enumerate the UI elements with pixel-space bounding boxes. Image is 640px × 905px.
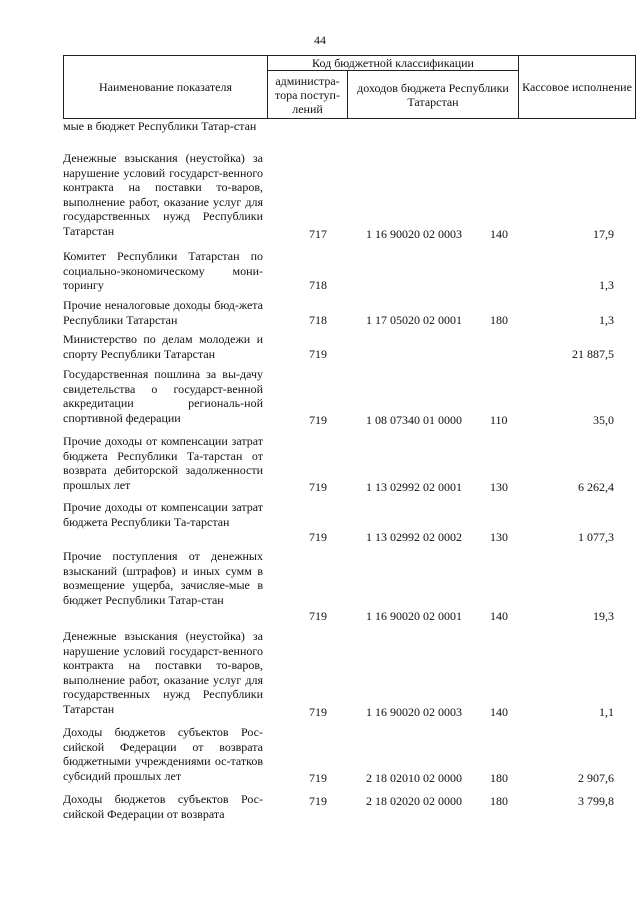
header-cash-text: Кассовое исполнение (522, 80, 632, 94)
header-cash (519, 56, 635, 118)
table-row (0, 332, 640, 361)
row-code: 1 17 05020 02 0001 (366, 313, 462, 327)
row-type: 180 (490, 313, 508, 327)
row-amount: 21 887,5 (572, 347, 614, 361)
row-admin: 719 (309, 480, 327, 494)
row-name: Прочие доходы от компенсации затрат бюджета Республики Та-тарстан от возврата дебиторской задолженности прошлых лет (63, 434, 263, 492)
header-name: Наименование показателя (64, 56, 268, 118)
table-row (0, 549, 640, 623)
row-type: 180 (490, 794, 508, 808)
header-income (348, 71, 519, 118)
row-amount: 19,3 (593, 609, 614, 623)
header-code-group: Код бюджетной классификации (268, 56, 519, 71)
row-amount: 1,3 (599, 313, 614, 327)
row-type: 110 (490, 413, 508, 427)
row-amount: 6 262,4 (578, 480, 614, 494)
row-type: 140 (490, 609, 508, 623)
row-admin: 719 (309, 413, 327, 427)
row-name: Прочие доходы от компенсации затрат бюджета Республики Та-тарстан (63, 500, 263, 529)
row-amount: 1,1 (599, 705, 614, 719)
row-code: 2 18 02020 02 0000 (366, 794, 462, 808)
row-admin: 719 (309, 771, 327, 785)
row-name: Комитет Республики Татарстан по социально-экономическому мони-торингу (63, 249, 263, 293)
table-row (0, 367, 640, 427)
header-admin-text: администра-тора поступ-лений (275, 73, 340, 116)
row-code: 1 16 90020 02 0001 (366, 609, 462, 623)
row-admin: 718 (309, 278, 327, 292)
row-name: Прочие поступления от денежных взысканий (штрафов) и иных сумм в возмещение ущерба, зачисляе-мые в бюджет Республики Татар-стан (63, 549, 263, 607)
row-amount: 1 077,3 (578, 530, 614, 544)
row-type: 130 (490, 530, 508, 544)
table-header (63, 55, 636, 119)
row-amount: 2 907,6 (578, 771, 614, 785)
header-admin (268, 71, 348, 118)
row-admin: 717 (309, 227, 327, 241)
row-admin: 719 (309, 794, 327, 808)
row-admin: 718 (309, 313, 327, 327)
row-code: 1 13 02992 02 0001 (366, 480, 462, 494)
table-row (0, 298, 640, 327)
row-amount: 35,0 (593, 413, 614, 427)
row-name: Доходы бюджетов субъектов Рос-сийской Федерации от возврата (63, 792, 263, 821)
row-name: Государственная пошлина за вы-дачу свидетельства о государст-венной аккредитации региональ-ной спортивной федерации (63, 367, 263, 425)
row-type: 140 (490, 705, 508, 719)
table-row (0, 151, 640, 241)
table-row (0, 725, 640, 785)
row-type: 140 (490, 227, 508, 241)
row-admin: 719 (309, 705, 327, 719)
row-name: мые в бюджет Республики Татар-стан (63, 119, 257, 133)
row-code: 2 18 02010 02 0000 (366, 771, 462, 785)
row-type: 180 (490, 771, 508, 785)
row-admin: 719 (309, 347, 327, 361)
table-row (0, 629, 640, 719)
row-name: Прочие неналоговые доходы бюд-жета Республики Татарстан (63, 298, 263, 327)
row-amount: 1,3 (599, 278, 614, 292)
row-code: 1 13 02992 02 0002 (366, 530, 462, 544)
row-code: 1 08 07340 01 0000 (366, 413, 462, 427)
row-name: Денежные взыскания (неустойка) за нарушение условий государст-венного контракта на поставки то-варов, выполнение работ, оказание услуг для государственных нужд Республики Татарстан (63, 151, 263, 238)
table-row (0, 249, 640, 292)
row-name: Министерство по делам молодежи и спорту Республики Татарстан (63, 332, 263, 361)
row-admin: 719 (309, 530, 327, 544)
row-amount: 3 799,8 (578, 794, 614, 808)
table-row (0, 792, 640, 822)
header-income-text: доходов бюджета Республики Татарстан (357, 80, 509, 109)
row-name: Доходы бюджетов субъектов Рос-сийской Федерации от возврата бюджетными учреждениями ос-татков субсидий прошлых лет (63, 725, 263, 783)
table-row (0, 119, 640, 149)
table-row (0, 434, 640, 494)
row-type: 130 (490, 480, 508, 494)
row-amount: 17,9 (593, 227, 614, 241)
row-admin: 719 (309, 609, 327, 623)
table-row (0, 500, 640, 544)
page-number: 44 (314, 33, 326, 47)
row-name: Денежные взыскания (неустойка) за нарушение условий государст-венного контракта на поставки то-варов, выполнение работ, оказание услуг для государственных нужд Республики Татарстан (63, 629, 263, 716)
row-code: 1 16 90020 02 0003 (366, 227, 462, 241)
row-code: 1 16 90020 02 0003 (366, 705, 462, 719)
